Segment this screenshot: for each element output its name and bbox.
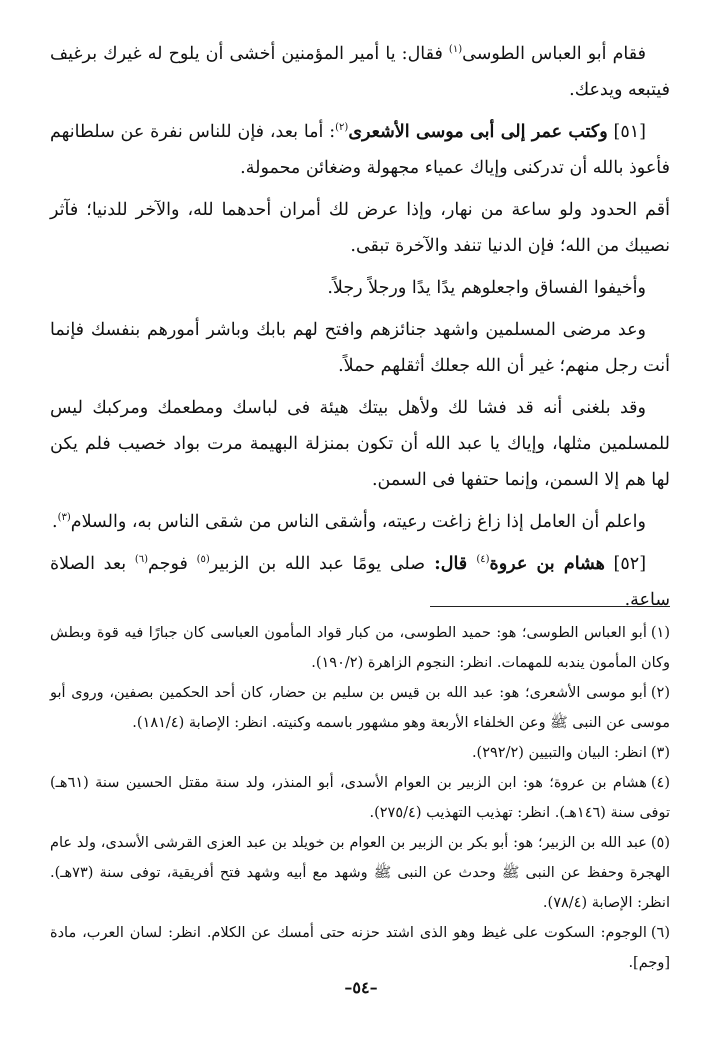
text-run: وعد مرضى المسلمين واشهد جنائزهم وافتح لهم بابك وباشر أمورهم بنفسك فإنما أنت رجل منهم؛ غير أن الله جعلك أثقلهم حملاً.: [50, 320, 670, 376]
footnote-ref: (٢): [335, 122, 349, 134]
paragraph: [50, 270, 670, 306]
paragraph: [50, 36, 670, 108]
text-run: فقال: يا أمير المؤمنين أخشى أن يلوح له غيرك برغيف فيتبعه ويدعك.: [50, 44, 670, 100]
paragraph: [50, 114, 670, 186]
text-run: : أما بعد، فإن للناس نفرة عن سلطانهم فأعوذ بالله أن تدركنى وإياك عمياء مجهولة وضغائن محمولة.: [50, 122, 670, 178]
main-text: [50, 36, 670, 624]
footnote-text: هشام بن عروة؛ هو: ابن الزبير بن العوام الأسدى، أبو المنذر، ولد سنة مقتل الحسين سنة (٦١هـ) توفى سنة (١٤٦هـ). انظر: تهذيب التهذيب (٢٧٥/٤).: [50, 775, 670, 821]
section-heading: قال:: [425, 554, 477, 574]
footnote: [50, 828, 670, 918]
paragraph: [50, 546, 670, 618]
footnote-divider: [430, 606, 670, 607]
footnote: [50, 678, 670, 738]
footnote-number: (٥): [650, 835, 670, 851]
text-run: فوجم: [148, 554, 197, 574]
text-run: بعد الصلاة ساعة.: [50, 554, 670, 610]
footnote-ref: (٤): [476, 554, 490, 566]
text-run: .: [52, 512, 58, 532]
footnote: [50, 738, 670, 768]
footnote-number: (٢): [650, 685, 670, 701]
footnote-text: الوجوم: السكوت على غيظ وهو الذى اشتد حزنه حتى أمسك عن الكلام. انظر: لسان العرب، مادة [وجم].: [50, 925, 670, 971]
footnote-text: انظر: البيان والتبيين (٢٩٢/٢).: [471, 745, 647, 761]
section-number: [٥١]: [607, 122, 646, 142]
paragraph: [50, 390, 670, 498]
footnote-ref: (٥): [196, 554, 210, 566]
footnote: [50, 768, 670, 828]
text-run: أقم الحدود ولو ساعة من نهار، وإذا عرض لك أمران أحدهما لله، والآخر للدنيا؛ فآثر نصيبك من الله؛ فإن الدنيا تنفد والآخرة تبقى.: [50, 200, 670, 256]
footnote-number: (٣): [650, 745, 670, 761]
page-number: –٥٤–: [344, 978, 378, 997]
footnote-ref: (٦): [134, 554, 149, 566]
footnote-text: أبو العباس الطوسى؛ هو: حميد الطوسى، من كبار قواد المأمون العباسى كان جبارًا فيه قوة وبطش وكان المأمون يندبه للمهمات. انظر: النجوم الزاهرة (١٩٠/٢).: [50, 625, 670, 671]
footnote: [50, 918, 670, 978]
paragraph: [50, 312, 670, 384]
footnote-ref: (٣): [57, 512, 71, 524]
footnotes: [50, 618, 670, 978]
paragraph: [50, 504, 670, 540]
footnote-number: (١): [650, 625, 670, 641]
text-run: وقد بلغنى أنه قد فشا لك ولأهل بيتك هيئة فى لباسك ومطعمك ومركبك ليس للمسلمين مثلها، وإياك يا عبد الله أن تكون بمنزلة البهيمة مرت بواد خصيب فلم يكن لها هم إلا السمن، وإنما حتفها فى السمن.: [50, 398, 670, 490]
text-run: واعلم أن العامل إذا زاغ زاغت رعيته، وأشقى الناس من شقى الناس به، والسلام: [70, 512, 646, 532]
footnote: [50, 618, 670, 678]
section-heading: وكتب عمر إلى أبى موسى الأشعرى: [348, 122, 608, 142]
text-run: فقام أبو العباس الطوسى: [462, 44, 646, 64]
footnote-ref: (١): [448, 44, 463, 56]
paragraph: [50, 192, 670, 264]
text-run: صلى يومًا عبد الله بن الزبير: [209, 554, 426, 574]
section-number: [٥٢]: [604, 554, 647, 574]
footnote-number: (٦): [650, 925, 670, 941]
text-run: وأخيفوا الفساق واجعلوهم يدًا يدًا ورجلاً رجلاً.: [327, 278, 646, 298]
section-heading: هشام بن عروة: [489, 554, 605, 574]
footnote-number: (٤): [650, 775, 670, 791]
footnote-text: عبد الله بن الزبير؛ هو: أبو بكر بن الزبير بن العوام بن خويلد بن عبد العزى القرشى الأسدى، ولد عام الهجرة وحفظ عن النبى ﷺ وحدث عن النبى ﷺ وشهد مع أبيه وشهد فتح أفريقية، توفى سنة (٧٣هـ). انظر: الإصابة (٧٨/٤).: [50, 835, 670, 911]
footnote-text: أبو موسى الأشعرى؛ هو: عبد الله بن قيس بن سليم بن حضار، كان أحد الحكمين بصفين، وروى أبو موسى عن النبى ﷺ وعن الخلفاء الأربعة وهو مشهور باسمه وكنيته. انظر: الإصابة (١٨١/٤).: [50, 685, 670, 731]
